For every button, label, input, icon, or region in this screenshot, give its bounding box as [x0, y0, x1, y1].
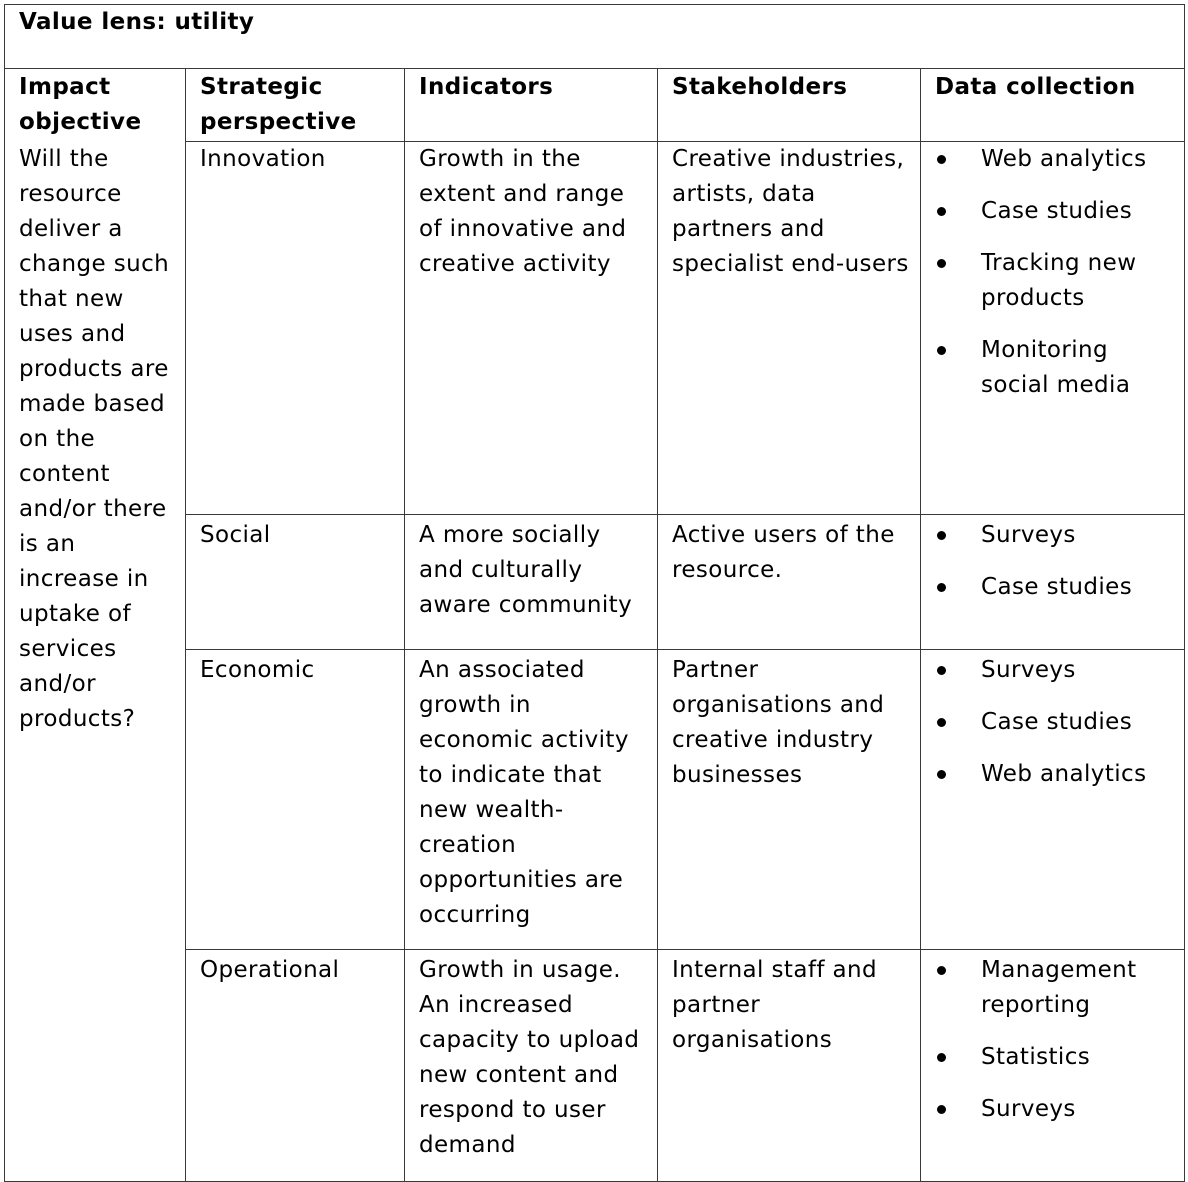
- data-collection-list: [935, 953, 1176, 1127]
- bullet-icon: [937, 207, 946, 216]
- list-item: Management reporting: [935, 953, 1176, 1023]
- list-item: Statistics: [935, 1040, 1176, 1075]
- stakeholders-cell: Creative industries, artists, data partners and specialist end-users: [658, 142, 921, 515]
- table-title: Value lens: utility: [5, 5, 1185, 69]
- title-row: [5, 5, 1185, 69]
- list-item: Surveys: [935, 1092, 1176, 1127]
- bullet-icon: [937, 966, 946, 975]
- perspective-cell: Innovation: [186, 142, 405, 515]
- indicator-cell: Growth in the extent and range of innovative and creative activity: [405, 142, 658, 515]
- bullet-icon: [937, 155, 946, 164]
- header-row: [5, 69, 1185, 142]
- header-indicators: Indicators: [405, 69, 658, 142]
- stakeholders-cell: Internal staff and partner organisations: [658, 950, 921, 1182]
- list-item: Web analytics: [935, 757, 1176, 792]
- stakeholders-cell: Partner organisations and creative industry businesses: [658, 650, 921, 950]
- value-lens-table: [4, 4, 1185, 1182]
- bullet-icon: [937, 259, 946, 268]
- bullet-icon: [937, 770, 946, 779]
- perspective-cell: Economic: [186, 650, 405, 950]
- header-data-collection: Data collection: [921, 69, 1185, 142]
- bullet-icon: [937, 1105, 946, 1114]
- data-collection-cell: [921, 650, 1185, 950]
- data-collection-cell: [921, 950, 1185, 1182]
- perspective-cell: Social: [186, 515, 405, 650]
- list-item: Case studies: [935, 194, 1176, 229]
- bullet-icon: [937, 583, 946, 592]
- header-impact-objective: Impact objective: [5, 69, 186, 142]
- list-item: Tracking new products: [935, 246, 1176, 316]
- list-item: Web analytics: [935, 142, 1176, 177]
- list-item: Monitoring social media: [935, 333, 1176, 403]
- list-item: Surveys: [935, 653, 1176, 688]
- indicator-cell: A more socially and culturally aware community: [405, 515, 658, 650]
- perspective-cell: Operational: [186, 950, 405, 1182]
- header-strategic-perspective: Strategic perspective: [186, 69, 405, 142]
- bullet-icon: [937, 718, 946, 727]
- list-item: Surveys: [935, 518, 1176, 553]
- impact-objective-cell: [5, 142, 186, 1182]
- data-collection-cell: [921, 515, 1185, 650]
- stakeholders-cell: Active users of the resource.: [658, 515, 921, 650]
- bullet-icon: [937, 666, 946, 675]
- bullet-icon: [937, 531, 946, 540]
- list-item: Case studies: [935, 705, 1176, 740]
- header-stakeholders: Stakeholders: [658, 69, 921, 142]
- bullet-icon: [937, 346, 946, 355]
- impact-objective-text: Will the resource deliver a change such that new uses and products are made based on the content and/or there is an increase in uptake of services and/or products?: [19, 145, 170, 732]
- bullet-icon: [937, 1053, 946, 1062]
- data-collection-cell: [921, 142, 1185, 515]
- table-row: [5, 142, 1185, 515]
- list-item: Case studies: [935, 570, 1176, 605]
- data-collection-list: [935, 142, 1176, 403]
- indicator-cell: Growth in usage. An increased capacity to upload new content and respond to user demand: [405, 950, 658, 1182]
- data-collection-list: [935, 653, 1176, 792]
- indicator-cell: An associated growth in economic activity to indicate that new wealth-creation opportunities are occurring: [405, 650, 658, 950]
- data-collection-list: [935, 518, 1176, 605]
